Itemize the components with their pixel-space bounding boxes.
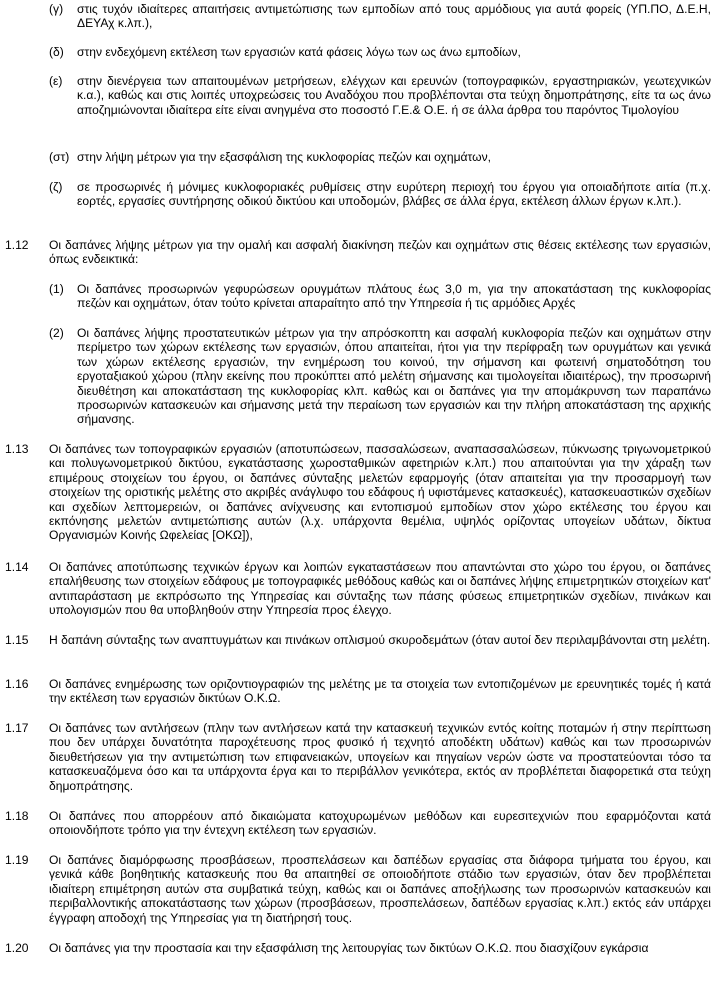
list-item-text: στην διενέργεια των απαιτουμένων μετρήσεων, ελέγχων και ερευνών (τοπογραφικών, εργαστηριακών, γεωτεχνικών κ.α.), καθώς και στις λοιπές υποχρεώσεις του Αναδόχου που προβλέπονται στα τεύχη δημοπράτησης, είτε τα ως άνω αποζημιώνονται ιδιαίτερα είτε είναι ανηγμένα στο ποσοστό Γ.Ε.& Ο.Ε. ή σε άλλα άρθρα του παρόντος Τιμολογίου <box>77 74 711 117</box>
section-1-12 <box>0 238 718 268</box>
list-item-delta <box>0 45 718 61</box>
sub-item-label: (1) <box>49 282 64 296</box>
section-text: Οι δαπάνες των αντλήσεων (πλην των αντλήσεων κατά την κατασκευή τεχνικών εντός κοίτης ποταμών ή στην περίπτωση που δεν υπάρχει δυνατότητα παροχέτευσης προς φυσικό ή τεχνητό αποδέκτη υδάτων) καθώς και των προσωρινών διευθετήσεων για την αντιμετώπιση των επιφανειακών, υπογείων και πηγαίων νερών ώστε να προστατεύονται τόσο τα κατασκευαζόμενα όσο και τα υπάρχοντα έργα και το περιβάλλον γενικότερα, εκτός αν προβλέπεται διαφορετικά στα τεύχη δημοπράτησης. <box>49 721 711 793</box>
list-item-label: (ζ) <box>49 180 63 194</box>
section-number: 1.15 <box>5 633 29 647</box>
section-number: 1.13 <box>5 442 29 456</box>
section-1-16 <box>0 677 718 707</box>
section-number: 1.18 <box>5 809 29 823</box>
sub-item-label: (2) <box>49 326 64 340</box>
list-item-label: (δ) <box>49 45 64 59</box>
section-number: 1.17 <box>5 721 29 735</box>
sub-item-text: Οι δαπάνες προσωρινών γεφυρώσεων ορυγμάτων πλάτους έως 3,0 m, για την αποκατάσταση της κυκλοφορίας πεζών και οχημάτων, όταν τούτο κρίνεται απαραίτητο από την Υπηρεσία ή τις αρμόδιες Αρχές <box>77 282 711 311</box>
section-number: 1.16 <box>5 677 29 691</box>
section-number: 1.14 <box>5 560 29 574</box>
section-text: Οι δαπάνες ενημέρωσης των οριζοντιογραφιών της μελέτης με τα στοιχεία των εντοπιζομένων με ερευνητικές τομές ή κατά την εκτέλεση των εργασιών δικτύων Ο.Κ.Ω. <box>49 677 711 706</box>
sub-item-text: Οι δαπάνες λήψης προστατευτικών μέτρων για την απρόσκοπτη και ασφαλή κυκλοφορία πεζών και οχημάτων στην περίμετρο των χώρων εκτέλεσης των εργασιών, όπου απαιτείται, ήτοι για την περίφραξη των ορυγμάτων και γενικά των χώρων εκτέλεσης εργασιών, την ενημέρωση του κοινού, την σήμανση και φωτεινή σηματοδότηση του εργοταξιακού χώρου (πλην εκείνης που προκύπτει από μελέτη σήμανσης και τιμολογείται ιδιαιτέρως), την προσωρινή διευθέτηση και αποκατάσταση της κυκλοφορίας κλπ. καθώς και οι δαπάνες για την απομάκρυνση των παραπάνω προσωρινών κατασκευών και σήμανσης μετά την περαίωση των εργασιών και την πλήρη αποκατάσταση της αρχικής σήμανσης. <box>77 326 711 427</box>
section-text: Οι δαπάνες των τοπογραφικών εργασιών (αποτυπώσεων, πασσαλώσεων, αναπασσαλώσεων, πύκνωσης τριγωνομετρικού και πολυγωνομετρικού δικτύου, εγκατάστασης χωροσταθμικών αφετηριών κ.λπ.) που απαιτούνται για την χάραξη των επιμέρους στοιχείων του έργου, οι δαπάνες σύνταξης μελετών εφαρμογής (όταν απαιτείται για την προσαρμογή των στοιχείων της οριστικής μελέτης στο ακριβές ανάγλυφο του εδάφους ή υφιστάμενες κατασκευές), κατασκευαστικών σχεδίων και σχεδίων λεπτομερειών, οι δαπάνες ανίχνευσης και εντοπισμού εμποδίων στον χώρο εκτέλεσης του έργου και εκπόνησης μελετών αντιμετώπισης αυτών (λ.χ. υπάρχοντα θεμέλια, υψηλός ορίζοντας υπογείων υδάτων, δίκτυα Οργανισμών Κοινής Ωφελείας [ΟΚΩ]), <box>49 442 711 543</box>
list-item-text: σε προσωρινές ή μόνιμες κυκλοφοριακές ρυθμίσεις στην ευρύτερη περιοχή του έργου για οποιαδήποτε αιτία (π.χ. εορτές, εργασίες συντήρησης οδικού δικτύου και υποδομών, βλάβες σε άλλα έργα, εκτέλεση άλλων έργων κ.λπ.). <box>77 180 711 209</box>
section-1-17 <box>0 721 718 796</box>
list-item-text: στις τυχόν ιδιαίτερες απαιτήσεις αντιμετώπισης των εμποδίων από τους αρμόδιους για αυτά φορείς (ΥΠ.ΠΟ, Δ.Ε.Η, ΔΕΥΑχ κ.λπ.), <box>77 2 711 31</box>
list-item-text: στην λήψη μέτρων για την εξασφάλιση της κυκλοφορίας πεζών και οχημάτων, <box>77 150 492 164</box>
section-text: Η δαπάνη σύνταξης των αναπτυγμάτων και πινάκων οπλισμού σκυροδεμάτων (όταν αυτοί δεν περιλαμβάνονται στη μελέτη. <box>49 633 711 647</box>
section-number: 1.12 <box>5 238 29 252</box>
sub-item-1 <box>0 282 718 312</box>
section-number: 1.19 <box>5 853 29 867</box>
list-item-zeta <box>0 180 718 225</box>
section-1-18 <box>0 809 718 839</box>
section-text: Οι δαπάνες διαμόρφωσης προσβάσεων, προσπελάσεων και δαπέδων εργασίας στα διάφορα τμήματα του έργου, και γενικά κάθε βοηθητικής κατασκευής που θα απαιτηθεί σε οποιοδήποτε στάδιο των εργασιών, όταν δεν προβλέπεται ιδιαίτερη επιμέτρηση αυτών στα συμβατικά τεύχη, καθώς και οι δαπάνες αποξήλωσης των προσωρινών κατασκευών και περιβαλλοντικής αποκατάστασης των χώρων (προσβάσεων, προσπελάσεων, δαπέδων εργασίας κ.λπ.) εκτός εάν υπάρχει έγγραφη αποδοχή της Υπηρεσίας για τη διατήρησή τους. <box>49 853 711 925</box>
list-item-label: (στ) <box>49 150 70 164</box>
section-text: Οι δαπάνες αποτύπωσης τεχνικών έργων και λοιπών εγκαταστάσεων που απαντώνται στο χώρο του έργου, οι δαπάνες επαλήθευσης των στοιχείων εδάφους με τοπογραφικές μεθόδους καθώς και οι δαπάνες λήψης επιμετρητικών στοιχείων κατ' αντιπαράσταση με εκπρόσωπο της Υπηρεσίας και σύνταξης των πάσης φύσεως επιμετρητικών σχεδίων, πινάκων και υπολογισμών που θα υποβληθούν στην Υπηρεσία προς έλεγχο. <box>49 560 711 618</box>
list-item-epsilon <box>0 74 718 134</box>
list-item-label: (ε) <box>49 74 63 88</box>
section-1-13 <box>0 442 718 546</box>
list-item-label: (γ) <box>49 2 64 16</box>
section-1-19 <box>0 853 718 928</box>
sub-item-2 <box>0 326 718 430</box>
list-item-text: στην ενδεχόμενη εκτέλεση των εργασιών κατά φάσεις λόγω των ως άνω εμποδίων, <box>77 45 521 59</box>
section-number: 1.20 <box>5 941 29 955</box>
section-1-20 <box>0 941 718 957</box>
section-1-15 <box>0 633 718 663</box>
section-text: Οι δαπάνες για την προστασία και την εξασφάλιση της λειτουργίας των δικτύων Ο.Κ.Ω. που διασχίζουν εγκάρσια <box>49 941 649 955</box>
section-text: Οι δαπάνες που απορρέουν από δικαιώματα κατοχυρωμένων μεθόδων και ευρεσιτεχνιών που εφαρμόζονται κατά οποιονδήποτε τρόπο για την έντεχνη εκτέλεση των εργασιών. <box>49 809 711 838</box>
list-item-st <box>0 150 718 166</box>
section-1-14 <box>0 560 718 620</box>
section-text: Οι δαπάνες λήψης μέτρων για την ομαλή και ασφαλή διακίνηση πεζών και οχημάτων στις θέσεις εκτέλεσης των εργασιών, όπως ενδεικτικά: <box>49 238 711 267</box>
list-item-gamma <box>0 2 718 32</box>
